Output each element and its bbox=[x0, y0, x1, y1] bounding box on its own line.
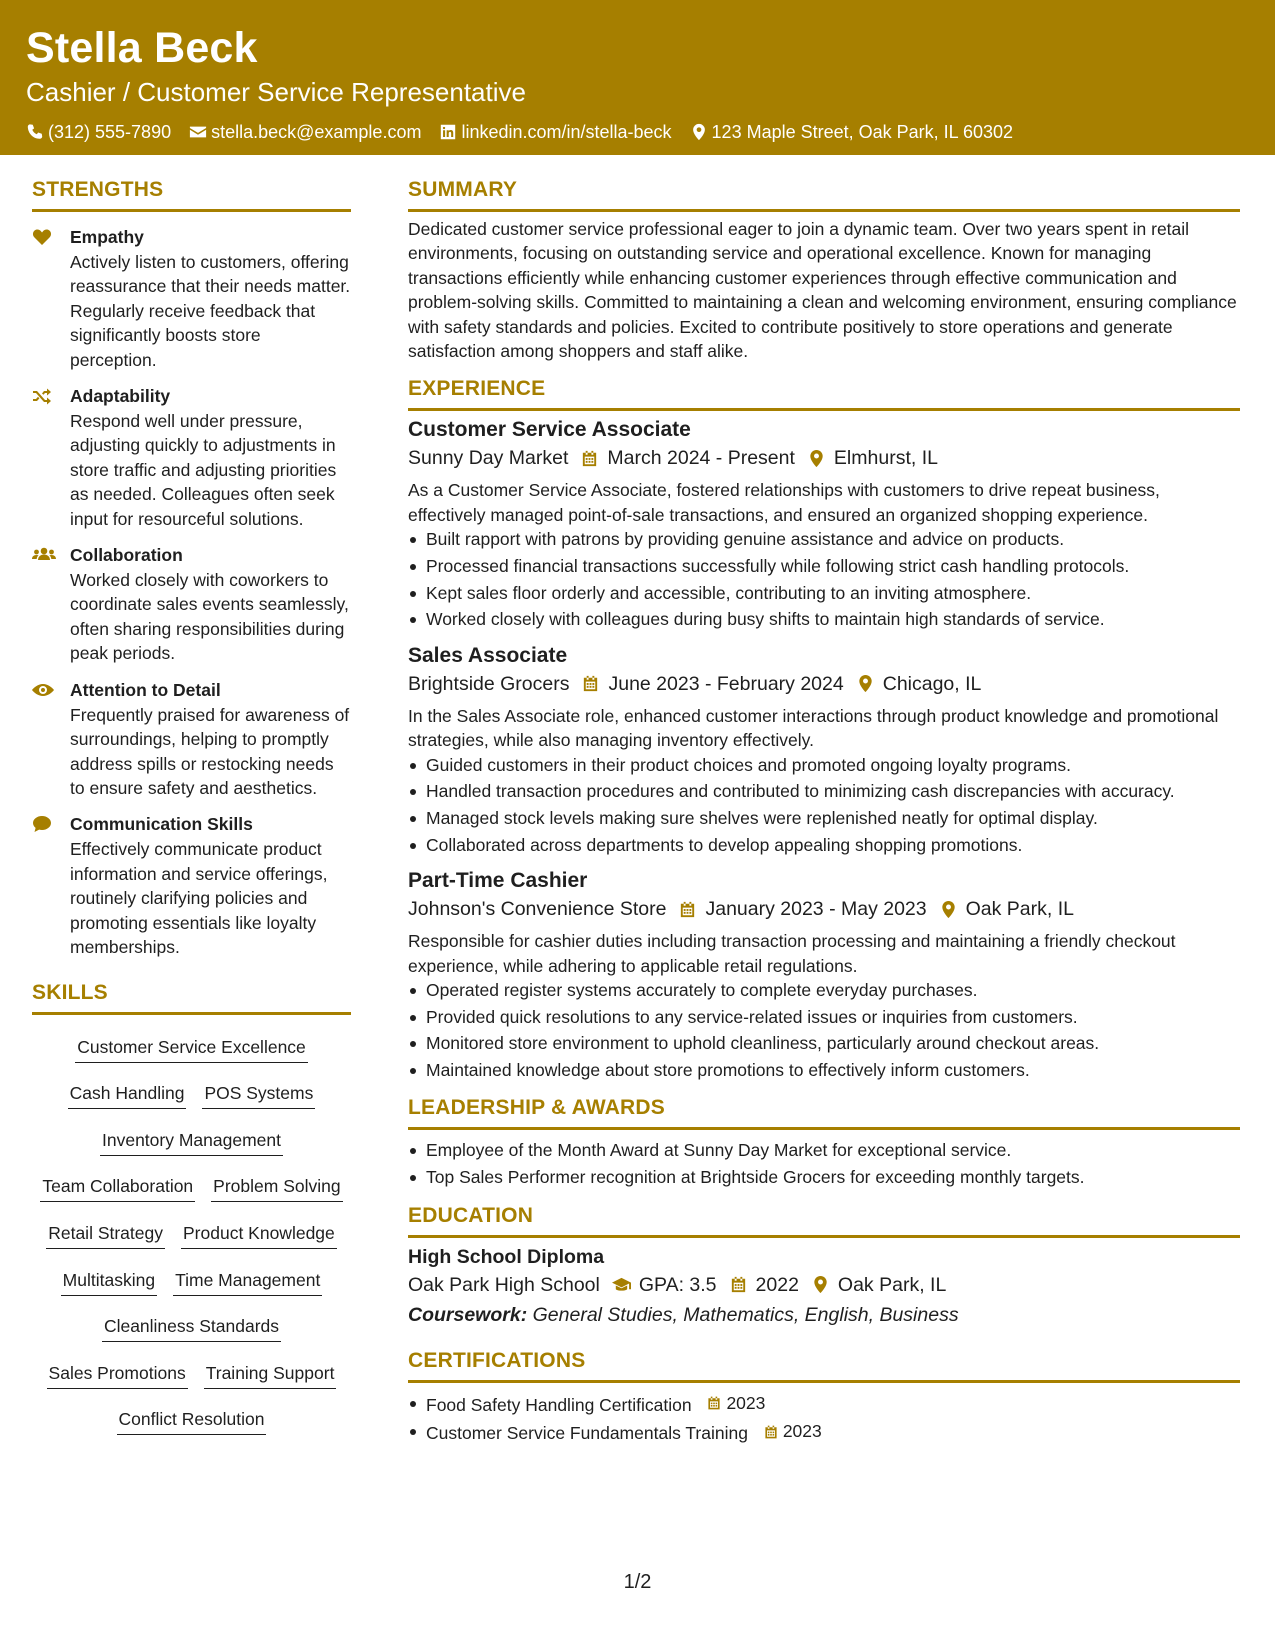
job-dates: March 2024 - Present bbox=[607, 447, 795, 470]
leadership-list bbox=[408, 1138, 1240, 1189]
job-description: As a Customer Service Associate, fostered relationships with customers to drive repeat business, effectively managed point-of-sale transactions, and ensured an organized shopping experience. bbox=[408, 480, 1160, 525]
contact-phone bbox=[26, 121, 171, 143]
map-pin-icon bbox=[811, 1275, 830, 1294]
education-gpa: GPA: 3.5 bbox=[638, 1273, 717, 1296]
skill-tag: Cleanliness Standards bbox=[102, 1314, 281, 1342]
calendar-icon bbox=[580, 449, 599, 468]
phone-icon bbox=[26, 123, 44, 141]
phone-text: (312) 555-7890 bbox=[48, 122, 172, 142]
job-bullets bbox=[408, 978, 1240, 1083]
eye-icon bbox=[32, 680, 54, 700]
shuffle-icon bbox=[32, 386, 52, 406]
list-item: Handled transaction procedures and contributed to minimizing cash discrepancies with accuracy. bbox=[408, 779, 1240, 803]
candidate-name: Stella Beck bbox=[26, 24, 258, 72]
job-role: Sales Associate bbox=[408, 643, 568, 667]
skill-tag: Multitasking bbox=[61, 1268, 157, 1296]
email-text[interactable]: stella.beck@example.com bbox=[211, 122, 422, 142]
map-pin-icon bbox=[939, 900, 958, 919]
education-heading: EDUCATION bbox=[408, 1202, 1240, 1238]
calendar-icon bbox=[678, 900, 697, 919]
skills-list bbox=[32, 1025, 351, 1444]
skill-tag: Cash Handling bbox=[68, 1081, 187, 1109]
education-year: 2022 bbox=[755, 1273, 799, 1296]
job-company: Sunny Day Market bbox=[408, 447, 569, 470]
list-item: Maintained knowledge about store promotions to effectively inform customers. bbox=[408, 1058, 1240, 1082]
experience-heading: EXPERIENCE bbox=[408, 375, 1240, 411]
resume-header bbox=[0, 0, 1275, 155]
contact-email[interactable] bbox=[189, 121, 421, 143]
contact-address bbox=[690, 121, 1014, 143]
strength-desc: Effectively communicate product information and service offerings, routinely clarifying policies and promoting essentials like loyalty memberships. bbox=[70, 839, 328, 957]
strength-item bbox=[32, 224, 351, 372]
linkedin-text[interactable]: linkedin.com/in/stella-beck bbox=[461, 122, 672, 142]
job-meta bbox=[408, 895, 1240, 923]
job-description: In the Sales Associate role, enhanced customer interactions through product knowledge and promotional strategies, while also managing inventory effectively. bbox=[408, 705, 1219, 751]
graduation-cap-icon bbox=[612, 1275, 631, 1294]
skill-tag: Team Collaboration bbox=[40, 1174, 195, 1202]
job-company: Johnson's Convenience Store bbox=[408, 898, 667, 921]
list-item: Processed financial transactions successfully while following strict cash handling protocols. bbox=[408, 554, 1240, 578]
summary-text: Dedicated customer service professional eager to join a dynamic team. Over two years spent in retail environments, focusing on outstanding service and operational excellence. Known for managing transactions efficiently while enhancing customer experiences through effective communication and problem-solving skills. Committed to maintaining a clean and welcoming environment, ensuring compliance with safety standards and policies. Excited to contribute positively to store operations and generate satisfaction among shoppers and staff alike. bbox=[408, 219, 1237, 362]
leadership-heading: LEADERSHIP & AWARDS bbox=[408, 1094, 1240, 1130]
education-meta bbox=[408, 1271, 1240, 1299]
job-dates: June 2023 - February 2024 bbox=[608, 672, 844, 695]
skills-heading: SKILLS bbox=[32, 979, 351, 1015]
calendar-icon bbox=[763, 1424, 779, 1440]
list-item: Employee of the Month Award at Sunny Day Market for exceptional service. bbox=[408, 1138, 1240, 1162]
envelope-icon bbox=[189, 123, 207, 141]
strength-desc: Respond well under pressure, adjusting quickly to adjustments in store traffic and adjusting priorities as needed. Colleagues often seek input for resourceful solutions. bbox=[70, 411, 337, 529]
strength-item bbox=[32, 811, 351, 959]
coursework-label: Coursework: bbox=[408, 1303, 528, 1326]
job-dates: January 2023 - May 2023 bbox=[705, 898, 927, 921]
skill-tag: Problem Solving bbox=[211, 1174, 342, 1202]
list-item: Managed stock levels making sure shelves were replenished neatly for optimal display. bbox=[408, 806, 1240, 830]
strength-name: Adaptability bbox=[70, 386, 171, 407]
list-item: Collaborated across departments to develop appealing shopping promotions. bbox=[408, 833, 1240, 857]
list-item: Monitored store environment to uphold cleanliness, particularly around checkout areas. bbox=[408, 1031, 1240, 1055]
skill-tag: Conflict Resolution bbox=[117, 1407, 267, 1435]
certification-year: 2023 bbox=[782, 1421, 822, 1442]
address-text: 123 Maple Street, Oak Park, IL 60302 bbox=[711, 122, 1014, 142]
skill-tag: Retail Strategy bbox=[46, 1221, 165, 1249]
job-entry bbox=[408, 867, 1240, 1082]
education-coursework bbox=[408, 1301, 1240, 1329]
job-role: Customer Service Associate bbox=[408, 418, 691, 442]
skill-tag: Product Knowledge bbox=[181, 1221, 337, 1249]
job-description: Responsible for cashier duties including transaction processing and maintaining a friendly checkout experience, while adhering to applicable retail regulations. bbox=[408, 931, 1176, 976]
strength-desc: Worked closely with coworkers to coordinate sales events seamlessly, often sharing responsibilities during peak periods. bbox=[70, 570, 349, 664]
linkedin-icon bbox=[439, 123, 457, 141]
job-bullets bbox=[408, 753, 1240, 858]
heart-icon bbox=[32, 227, 52, 247]
skill-tag: Inventory Management bbox=[100, 1128, 283, 1156]
strengths-heading: STRENGTHS bbox=[32, 176, 351, 212]
job-meta bbox=[408, 670, 1240, 698]
job-entry bbox=[408, 642, 1240, 857]
job-meta bbox=[408, 444, 1240, 472]
skill-tag: Time Management bbox=[173, 1268, 322, 1296]
education-entry bbox=[408, 1243, 1240, 1329]
job-location: Chicago, IL bbox=[882, 672, 982, 695]
strength-desc: Frequently praised for awareness of surroundings, helping to promptly address spills or restocking needs to ensure safety and aesthetics. bbox=[70, 704, 350, 798]
job-location: Elmhurst, IL bbox=[833, 447, 938, 470]
certifications-heading: CERTIFICATIONS bbox=[408, 1347, 1240, 1383]
users-icon bbox=[32, 545, 56, 565]
education-school: Oak Park High School bbox=[408, 1273, 600, 1296]
map-pin-icon bbox=[807, 449, 826, 468]
map-pin-icon bbox=[856, 674, 875, 693]
list-item: Guided customers in their product choices and promoted ongoing loyalty programs. bbox=[408, 753, 1240, 777]
job-role: Part-Time Cashier bbox=[408, 869, 588, 893]
strength-name: Empathy bbox=[70, 227, 144, 247]
skill-tag: Customer Service Excellence bbox=[75, 1035, 308, 1063]
job-entry bbox=[408, 416, 1240, 631]
calendar-icon bbox=[706, 1395, 722, 1411]
map-pin-icon bbox=[690, 123, 708, 141]
summary-heading: SUMMARY bbox=[408, 176, 1240, 212]
education-degree: High School Diploma bbox=[408, 1245, 605, 1268]
candidate-title: Cashier / Customer Service Representative bbox=[26, 77, 526, 107]
contact-linkedin[interactable] bbox=[439, 121, 671, 143]
contact-bar bbox=[26, 121, 1249, 143]
strength-item bbox=[32, 383, 351, 531]
job-company: Brightside Grocers bbox=[408, 672, 570, 695]
skill-tag: POS Systems bbox=[202, 1081, 315, 1109]
certification-name: Customer Service Fundamentals Training bbox=[426, 1423, 748, 1444]
strengths-list bbox=[32, 224, 351, 959]
strength-name: Communication Skills bbox=[70, 814, 253, 835]
certifications-list bbox=[408, 1391, 1240, 1447]
list-item: Built rapport with patrons by providing genuine assistance and advice on products. bbox=[408, 527, 1240, 551]
list-item: Operated register systems accurately to complete everyday purchases. bbox=[408, 978, 1240, 1002]
calendar-icon bbox=[729, 1275, 748, 1294]
list-item bbox=[408, 1391, 1240, 1418]
strength-desc: Actively listen to customers, offering reassurance that their needs matter. Regularly receive feedback that significantly boosts store perception. bbox=[70, 252, 351, 370]
strength-name: Attention to Detail bbox=[70, 679, 221, 700]
right-column bbox=[408, 176, 1240, 1448]
job-bullets bbox=[408, 527, 1240, 632]
education-location: Oak Park, IL bbox=[837, 1273, 947, 1296]
certification-name: Food Safety Handling Certification bbox=[426, 1394, 692, 1415]
page-number: 1/2 bbox=[623, 1571, 652, 1593]
strength-name: Collaboration bbox=[70, 545, 183, 566]
skill-tag: Training Support bbox=[204, 1361, 337, 1389]
strength-item bbox=[32, 677, 351, 801]
skill-tag: Sales Promotions bbox=[47, 1361, 188, 1389]
strength-item bbox=[32, 542, 351, 666]
list-item: Worked closely with colleagues during busy shifts to maintain high standards of service. bbox=[408, 607, 1240, 631]
comment-icon bbox=[32, 814, 52, 834]
coursework-text: General Studies, Mathematics, English, Business bbox=[532, 1303, 959, 1326]
list-item: Kept sales floor orderly and accessible, contributing to an inviting atmosphere. bbox=[408, 581, 1240, 605]
calendar-icon bbox=[581, 674, 600, 693]
list-item: Provided quick resolutions to any service-related issues or inquiries from customers. bbox=[408, 1005, 1240, 1029]
list-item bbox=[408, 1419, 1240, 1446]
job-location: Oak Park, IL bbox=[965, 898, 1074, 921]
left-column bbox=[32, 176, 351, 1445]
list-item: Top Sales Performer recognition at Brightside Grocers for exceeding monthly targets. bbox=[408, 1165, 1240, 1189]
certification-year: 2023 bbox=[726, 1392, 766, 1413]
